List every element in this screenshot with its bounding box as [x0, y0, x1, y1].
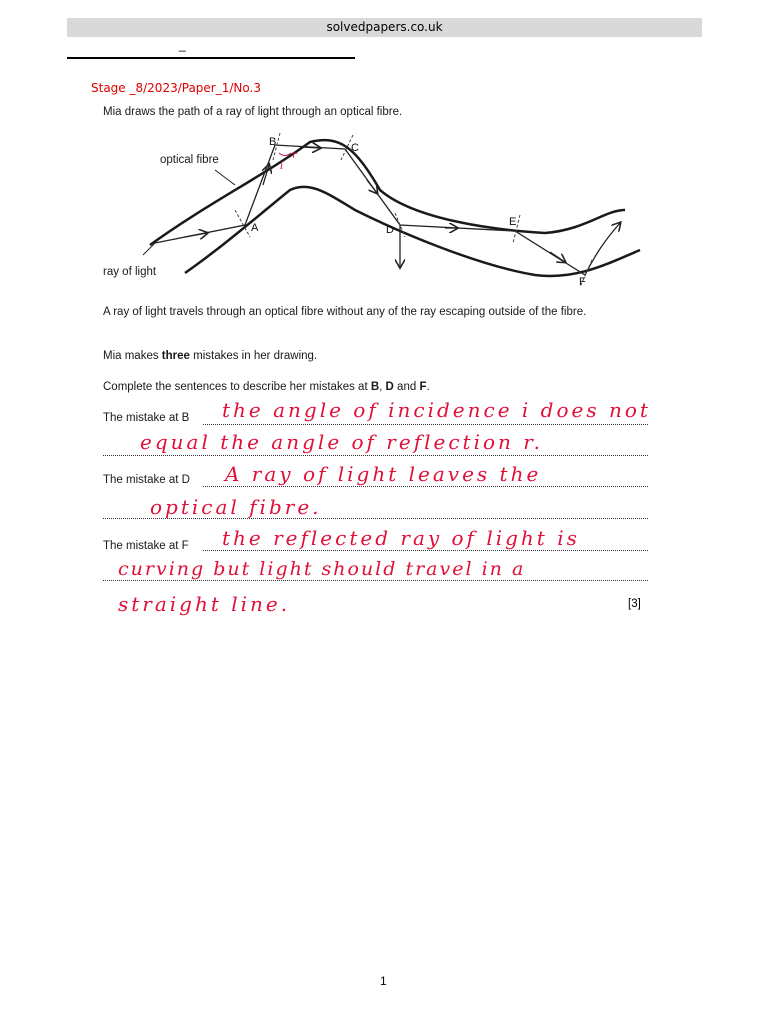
answer-f-line3: straight line.	[118, 592, 291, 616]
angle-label-r: r	[292, 150, 297, 161]
p3-mid: ,	[379, 381, 386, 393]
answer-line	[203, 486, 648, 487]
p3-b: B	[370, 381, 380, 393]
optical-fibre-diagram	[95, 125, 645, 290]
site-name: solvedpapers.co.uk	[326, 20, 443, 34]
header-dash: _	[179, 38, 186, 52]
answer-line	[103, 580, 648, 581]
mistake-d-label: The mistake at D	[103, 474, 190, 486]
answer-d-line2: optical fibre.	[150, 495, 322, 519]
header-bar	[67, 18, 702, 37]
question-reference: Stage _8/2023/Paper_1/No.3	[91, 81, 261, 95]
ray-label-line	[143, 243, 155, 255]
answer-f-line2: curving but light should travel in a	[118, 558, 526, 580]
p2-bold: three	[161, 350, 190, 362]
header-rule	[67, 57, 355, 59]
answer-line	[203, 550, 648, 551]
point-label-c: C	[351, 142, 359, 154]
angle-label-i: i	[280, 161, 284, 172]
point-label-f: F	[579, 276, 586, 288]
answer-d-line1: A ray of light leaves the	[225, 462, 542, 486]
p3-end: .	[426, 381, 430, 393]
point-label-b: B	[269, 136, 277, 148]
label-ray-of-light: ray of light	[103, 266, 157, 278]
p3-f: F	[419, 381, 427, 393]
paragraph-three-mistakes	[103, 350, 317, 362]
answer-line	[203, 424, 648, 425]
answer-b-line2: equal the angle of reflection r.	[140, 430, 543, 454]
mistake-b-label: The mistake at B	[103, 412, 190, 424]
paragraph-instruction	[103, 381, 430, 393]
page-number: 1	[380, 974, 387, 988]
question-intro: Mia draws the path of a ray of light through an optical fibre.	[103, 106, 403, 118]
fibre-label-line	[215, 170, 235, 185]
p2-post: mistakes in her drawing.	[189, 350, 318, 362]
ray-curve-f	[585, 223, 620, 275]
p3-and: and	[393, 381, 420, 393]
answer-b-line1: the angle of incidence i does not	[222, 398, 651, 422]
paragraph-fibre: A ray of light travels through an optical fibre without any of the ray escaping outside of the fibre.	[103, 306, 587, 318]
answer-f-line1: the reflected ray of light is	[222, 526, 580, 550]
p2-pre: Mia makes	[103, 350, 162, 362]
point-label-a: A	[251, 222, 259, 234]
ray-arrow-6	[550, 252, 565, 262]
p3-pre: Complete the sentences to describe her mistakes at	[103, 381, 371, 393]
marks-total: [3]	[628, 598, 641, 610]
p3-d: D	[385, 381, 394, 393]
ray-path	[155, 145, 585, 275]
answer-line	[103, 455, 648, 456]
label-optical-fibre: optical fibre	[160, 154, 219, 166]
mistake-f-label: The mistake at F	[103, 540, 189, 552]
ray-arrow-1	[185, 233, 207, 237]
point-label-e: E	[509, 216, 517, 228]
point-label-d: D	[386, 224, 394, 236]
